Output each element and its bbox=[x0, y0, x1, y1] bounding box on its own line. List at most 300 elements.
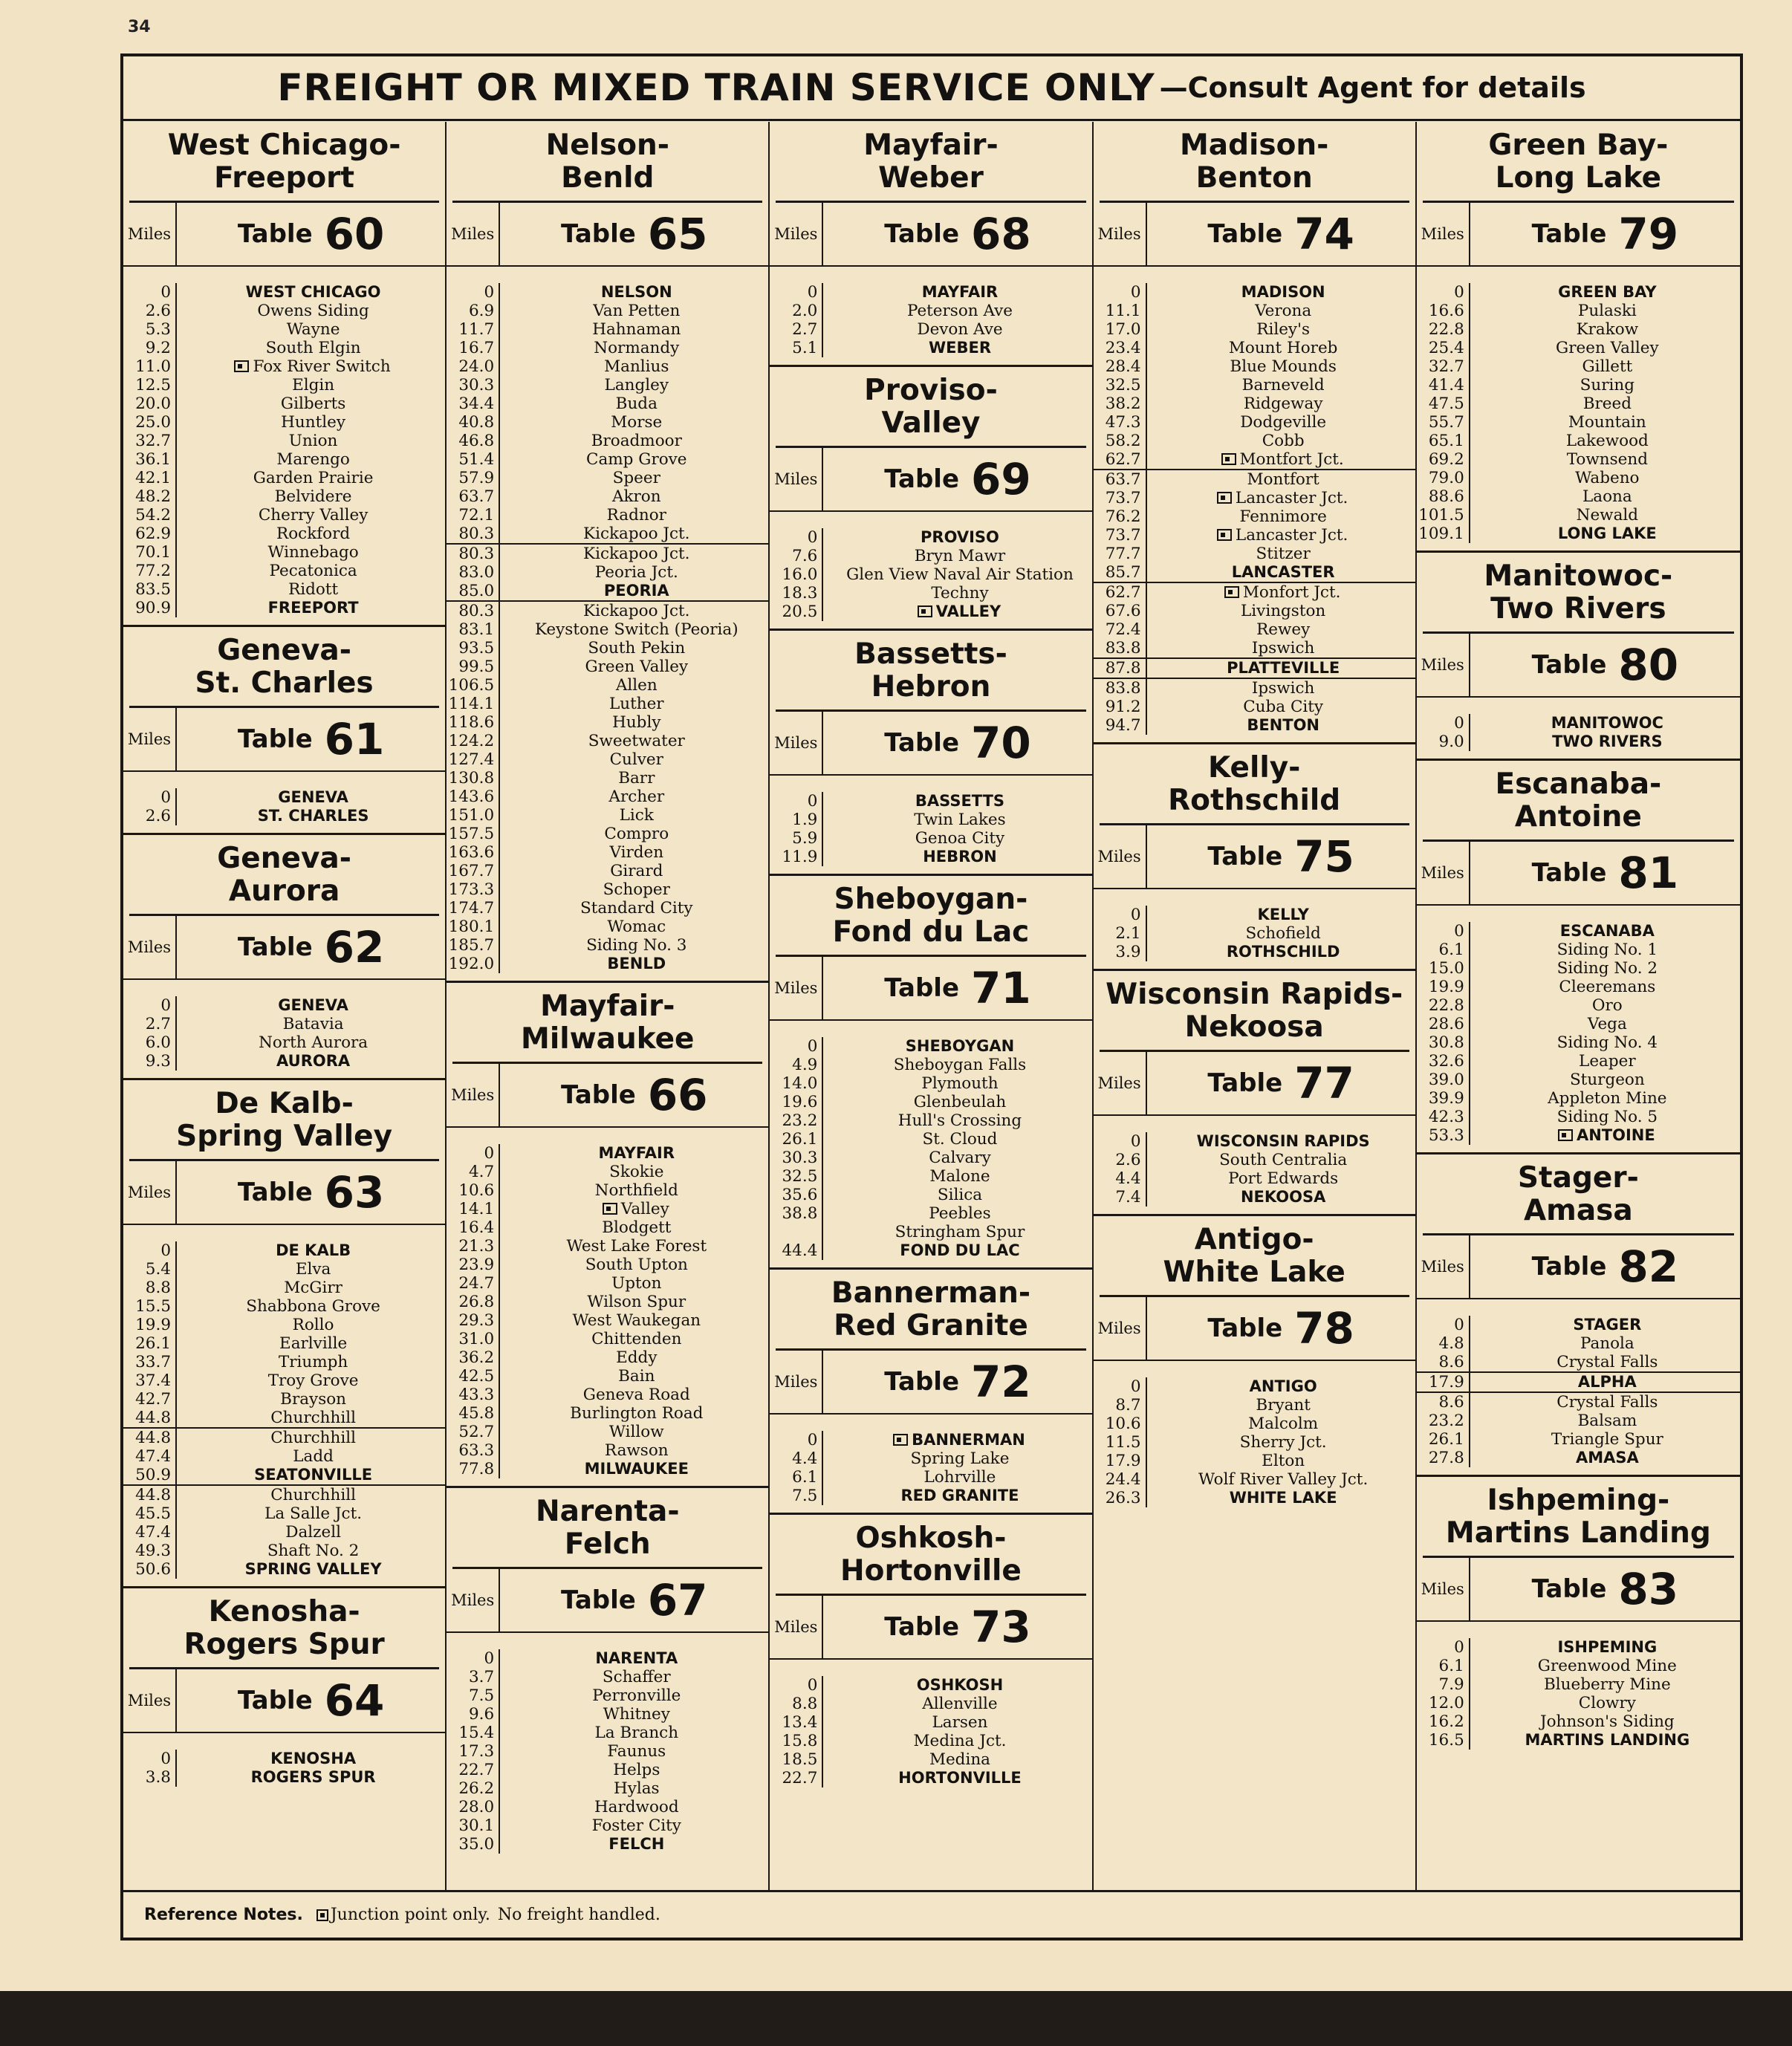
station-row bbox=[1094, 620, 1415, 639]
station-name-wrap bbox=[580, 602, 692, 620]
station-name-cell bbox=[1470, 959, 1740, 978]
table-word: Table bbox=[237, 724, 313, 754]
station-name: Morse bbox=[611, 413, 663, 432]
station-name-cell bbox=[823, 1431, 1091, 1449]
station-name: Gillett bbox=[1582, 357, 1633, 376]
station-miles: 0 bbox=[447, 283, 500, 302]
route-block-table-62 bbox=[123, 835, 445, 1080]
route-title-line: Oshkosh- bbox=[855, 1521, 1007, 1555]
station-name: La Branch bbox=[594, 1724, 679, 1742]
station-name-cell bbox=[500, 469, 768, 487]
station-name-wrap bbox=[1567, 1071, 1648, 1089]
station-name: Oro bbox=[1591, 996, 1623, 1015]
station-name-wrap bbox=[609, 713, 663, 732]
station-miles: 18.5 bbox=[770, 1750, 823, 1769]
terminal-station-name: RED GRANITE bbox=[900, 1487, 1019, 1504]
station-name-cell bbox=[500, 1761, 768, 1779]
terminal-station-name: GREEN BAY bbox=[1558, 283, 1657, 301]
route-block-table-65 bbox=[447, 122, 768, 983]
station-name: Girard bbox=[610, 862, 663, 880]
station-miles: 15.0 bbox=[1417, 959, 1470, 978]
station-row bbox=[1417, 1712, 1740, 1731]
station-row bbox=[1094, 1452, 1415, 1470]
route-title bbox=[1423, 1477, 1734, 1558]
table-header bbox=[1417, 1558, 1740, 1622]
table-word: Table bbox=[237, 1686, 313, 1715]
station-name-cell bbox=[500, 1686, 768, 1705]
station-miles: 26.8 bbox=[447, 1293, 500, 1311]
station-row bbox=[1417, 1071, 1740, 1089]
station-name: Panola bbox=[1580, 1334, 1634, 1353]
route-block-table-75 bbox=[1094, 744, 1415, 971]
station-row bbox=[123, 413, 445, 432]
route-title-line: Long Lake bbox=[1495, 161, 1662, 195]
station-name-cell bbox=[1470, 339, 1740, 357]
station-row bbox=[1417, 1334, 1740, 1353]
terminal-station-name: NEKOOSA bbox=[1240, 1188, 1326, 1206]
station-name: Siding No. 1 bbox=[1556, 941, 1658, 959]
station-name-wrap bbox=[926, 1204, 993, 1223]
station-name: Skokie bbox=[609, 1163, 664, 1181]
station-name-wrap bbox=[928, 584, 991, 603]
station-row bbox=[447, 1835, 768, 1854]
station-row bbox=[1417, 1731, 1740, 1750]
miles-header: Miles bbox=[770, 203, 823, 265]
station-name-wrap bbox=[265, 599, 362, 617]
station-row bbox=[447, 1218, 768, 1237]
station-name-wrap bbox=[1576, 1052, 1639, 1071]
station-row bbox=[123, 1768, 445, 1787]
station-name-cell bbox=[1470, 1108, 1740, 1126]
station-name-cell bbox=[1470, 376, 1740, 394]
table-word: Table bbox=[884, 1367, 960, 1397]
station-row bbox=[123, 339, 445, 357]
station-miles: 7.5 bbox=[447, 1686, 500, 1705]
station-name-cell bbox=[1470, 1412, 1740, 1430]
station-miles: 106.5 bbox=[447, 676, 500, 695]
terminal-station-name: AMASA bbox=[1575, 1449, 1639, 1467]
station-row bbox=[123, 543, 445, 562]
route-title-line: Manitowoc- bbox=[1484, 559, 1673, 593]
station-row bbox=[1417, 339, 1740, 357]
route-title-line: Weber bbox=[878, 161, 984, 195]
station-name-cell bbox=[500, 1460, 768, 1478]
station-row bbox=[770, 584, 1091, 603]
station-row bbox=[123, 1447, 445, 1466]
station-name-wrap bbox=[1575, 302, 1640, 320]
terminal-station-name: LANCASTER bbox=[1231, 563, 1335, 581]
station-miles: 23.2 bbox=[1417, 1412, 1470, 1430]
route-title-line: Green Bay- bbox=[1488, 129, 1669, 162]
station-row bbox=[447, 918, 768, 936]
station-row bbox=[1094, 1151, 1415, 1169]
station-name-wrap bbox=[1576, 1694, 1639, 1712]
terminal-station-name: FREEPORT bbox=[267, 599, 359, 617]
station-miles: 0 bbox=[123, 1241, 177, 1260]
table-label bbox=[823, 957, 1091, 1019]
station-name-cell bbox=[177, 432, 445, 450]
route-block-table-64 bbox=[123, 1588, 445, 1794]
station-miles: 17.0 bbox=[1094, 320, 1147, 339]
station-row bbox=[447, 1686, 768, 1705]
station-miles: 14.0 bbox=[770, 1074, 823, 1093]
terminal-station-name: PLATTEVILLE bbox=[1227, 659, 1340, 677]
terminal-station-name: DE KALB bbox=[276, 1241, 351, 1259]
station-name-wrap bbox=[1574, 1412, 1640, 1430]
table-word: Table bbox=[1531, 1574, 1607, 1604]
station-name: Standard City bbox=[580, 899, 693, 918]
station-row bbox=[123, 1279, 445, 1297]
station-miles: 0 bbox=[123, 283, 177, 302]
station-name-wrap bbox=[591, 339, 682, 357]
station-name-cell bbox=[1147, 1396, 1415, 1415]
station-name: Krakow bbox=[1576, 320, 1639, 339]
station-name: Batavia bbox=[282, 1015, 344, 1033]
station-name: South Pekin bbox=[588, 639, 686, 657]
station-name-cell bbox=[500, 1274, 768, 1293]
station-row bbox=[1094, 545, 1415, 563]
terminal-station-name: FOND DU LAC bbox=[900, 1241, 1020, 1259]
station-miles: 79.0 bbox=[1417, 469, 1470, 487]
table-number: 60 bbox=[324, 209, 385, 259]
junction-point-icon bbox=[316, 1909, 328, 1921]
junction-note: Junction point only. bbox=[330, 1906, 490, 1924]
station-name: Huntley bbox=[281, 413, 346, 432]
station-name-cell bbox=[823, 565, 1091, 584]
station-miles: 49.3 bbox=[123, 1542, 177, 1560]
station-name-cell bbox=[1147, 943, 1415, 961]
station-name-wrap bbox=[266, 562, 360, 580]
timetable-column bbox=[770, 122, 1093, 1890]
station-name-cell bbox=[500, 936, 768, 955]
station-name: Pecatonica bbox=[269, 562, 357, 580]
station-row bbox=[1417, 996, 1740, 1015]
station-miles: 35.0 bbox=[447, 1835, 500, 1854]
route-title-line: Mayfair- bbox=[863, 129, 999, 162]
table-word: Table bbox=[884, 728, 960, 758]
station-miles: 39.9 bbox=[1417, 1089, 1470, 1108]
station-name: Rollo bbox=[292, 1316, 334, 1334]
station-miles: 130.8 bbox=[447, 769, 500, 787]
station-name-cell bbox=[823, 1676, 1091, 1695]
station-name-cell bbox=[1470, 1015, 1740, 1033]
route-title bbox=[776, 1270, 1085, 1351]
table-word: Table bbox=[884, 1612, 960, 1642]
station-row bbox=[1094, 507, 1415, 526]
miles-header: Miles bbox=[770, 1351, 823, 1413]
terminal-station-name: ESCANABA bbox=[1559, 922, 1655, 940]
station-row bbox=[123, 996, 445, 1015]
station-name-wrap bbox=[601, 825, 672, 843]
station-name-wrap bbox=[273, 1241, 354, 1260]
terminal-station-name: BENTON bbox=[1247, 716, 1319, 734]
station-miles: 0 bbox=[123, 788, 177, 807]
station-name-cell bbox=[500, 394, 768, 413]
station-name: Allen bbox=[615, 676, 658, 695]
station-miles: 26.2 bbox=[447, 1779, 500, 1798]
station-miles: 0 bbox=[770, 1676, 823, 1695]
station-row bbox=[447, 302, 768, 320]
station-miles: 23.4 bbox=[1094, 339, 1147, 357]
station-name-cell bbox=[1147, 339, 1415, 357]
station-row bbox=[447, 676, 768, 695]
station-name-wrap bbox=[908, 1449, 1013, 1468]
station-name-wrap bbox=[1553, 339, 1662, 357]
station-name-wrap bbox=[596, 1144, 678, 1163]
station-row bbox=[1417, 1449, 1740, 1467]
station-miles: 6.9 bbox=[447, 302, 500, 320]
station-name-cell bbox=[1147, 1415, 1415, 1433]
station-name-cell bbox=[500, 1330, 768, 1348]
timetable-column bbox=[1094, 122, 1417, 1890]
station-name: Earlville bbox=[279, 1334, 348, 1353]
station-name-wrap bbox=[615, 769, 658, 787]
route-title-line: Bannerman- bbox=[831, 1276, 1031, 1310]
station-row bbox=[770, 811, 1091, 829]
station-miles: 47.4 bbox=[123, 1523, 177, 1542]
station-miles: 72.4 bbox=[1094, 620, 1147, 639]
table-word: Table bbox=[561, 1585, 636, 1615]
station-name-cell bbox=[823, 1449, 1091, 1468]
table-number: 77 bbox=[1294, 1058, 1354, 1108]
station-row bbox=[123, 1750, 445, 1768]
station-name-wrap bbox=[610, 469, 663, 487]
station-name: Virden bbox=[609, 843, 664, 862]
station-name: Upton bbox=[611, 1274, 662, 1293]
station-name-cell bbox=[1470, 996, 1740, 1015]
station-miles: 69.2 bbox=[1417, 450, 1470, 469]
station-row bbox=[1094, 283, 1415, 302]
station-name-cell bbox=[500, 918, 768, 936]
station-name: Radnor bbox=[606, 506, 666, 525]
station-row bbox=[447, 563, 768, 582]
station-miles: 11.9 bbox=[770, 848, 823, 866]
terminal-station-name: GENEVA bbox=[278, 996, 348, 1014]
station-row bbox=[1094, 376, 1415, 394]
reference-notes-label: Reference Notes. bbox=[144, 1906, 303, 1924]
station-name-wrap bbox=[1223, 583, 1344, 602]
station-row bbox=[1417, 1657, 1740, 1675]
station-miles: 127.4 bbox=[447, 750, 500, 769]
page-title-main: FREIGHT OR MIXED TRAIN SERVICE ONLY bbox=[277, 66, 1155, 109]
station-name-cell bbox=[177, 1560, 445, 1579]
station-name-wrap bbox=[1564, 450, 1651, 469]
station-name: Montfort bbox=[1247, 470, 1319, 489]
station-miles: 15.4 bbox=[447, 1724, 500, 1742]
station-row bbox=[1094, 602, 1415, 620]
station-name: Allenville bbox=[922, 1695, 998, 1713]
station-row bbox=[1417, 1052, 1740, 1071]
station-name-wrap bbox=[599, 1218, 674, 1237]
route-block-table-61 bbox=[123, 627, 445, 835]
station-name-wrap bbox=[289, 376, 337, 394]
station-name-wrap bbox=[285, 580, 341, 599]
station-row bbox=[447, 1423, 768, 1441]
station-name-cell bbox=[823, 283, 1091, 302]
route-title-line: Mayfair- bbox=[540, 990, 675, 1023]
table-label bbox=[177, 916, 445, 978]
station-row bbox=[123, 788, 445, 807]
station-miles: 0 bbox=[770, 1037, 823, 1056]
station-miles: 8.8 bbox=[123, 1279, 177, 1297]
station-name-cell bbox=[500, 1200, 768, 1218]
table-label bbox=[177, 1161, 445, 1224]
station-name: Ipswich bbox=[1251, 679, 1315, 698]
table-number: 79 bbox=[1618, 209, 1679, 259]
junction-point-icon bbox=[1217, 529, 1232, 541]
station-name: Verona bbox=[1255, 302, 1312, 320]
station-name: Ladd bbox=[293, 1447, 334, 1466]
station-row bbox=[1094, 1470, 1415, 1489]
page-bottom-edge bbox=[0, 1991, 1792, 2046]
station-row bbox=[770, 302, 1091, 320]
station-miles: 0 bbox=[1094, 1377, 1147, 1396]
station-row bbox=[1094, 1132, 1415, 1151]
station-miles: 11.1 bbox=[1094, 302, 1147, 320]
station-name: Kickapoo Jct. bbox=[583, 602, 690, 620]
station-name-cell bbox=[823, 1149, 1091, 1167]
station-name: Triangle Spur bbox=[1551, 1430, 1663, 1449]
station-miles: 174.7 bbox=[447, 899, 500, 918]
station-row bbox=[1094, 678, 1415, 698]
station-row bbox=[770, 1732, 1091, 1750]
terminal-station-name: PEORIA bbox=[603, 582, 669, 600]
station-name-cell bbox=[1147, 470, 1415, 489]
station-name-wrap bbox=[1238, 602, 1328, 620]
station-name: Schoper bbox=[603, 880, 670, 899]
station-name: Newald bbox=[1576, 506, 1639, 525]
station-name: Keystone Switch (Peoria) bbox=[534, 620, 738, 639]
station-name: Sweetwater bbox=[588, 732, 685, 750]
station-name-wrap bbox=[606, 843, 666, 862]
station-name-cell bbox=[823, 339, 1091, 357]
station-name: Marengo bbox=[276, 450, 350, 469]
route-block-table-69 bbox=[770, 367, 1091, 631]
station-name-wrap bbox=[1237, 1433, 1330, 1452]
station-name-cell bbox=[1147, 924, 1415, 943]
station-name: Cuba City bbox=[1243, 698, 1324, 716]
terminal-station-name: MANITOWOC bbox=[1551, 714, 1663, 732]
station-miles: 3.8 bbox=[123, 1768, 177, 1787]
station-row bbox=[1417, 432, 1740, 450]
station-miles: 16.6 bbox=[1417, 302, 1470, 320]
station-name-wrap bbox=[592, 1181, 681, 1200]
station-name-wrap bbox=[600, 1668, 674, 1686]
station-miles: 5.4 bbox=[123, 1260, 177, 1279]
route-title bbox=[129, 627, 439, 708]
station-name-wrap bbox=[1535, 1657, 1680, 1675]
station-list bbox=[770, 1660, 1091, 1787]
table-header bbox=[1417, 842, 1740, 906]
station-miles: 22.8 bbox=[1417, 996, 1470, 1015]
station-name-cell bbox=[1147, 716, 1415, 735]
station-name: Medina bbox=[929, 1750, 990, 1769]
station-name-wrap bbox=[608, 1274, 664, 1293]
station-name-wrap bbox=[611, 1779, 663, 1798]
page-number: 34 bbox=[128, 18, 151, 36]
station-name-cell bbox=[1147, 1132, 1415, 1151]
station-miles: 16.7 bbox=[447, 339, 500, 357]
station-name-wrap bbox=[275, 788, 351, 807]
station-name: Riley's bbox=[1256, 320, 1311, 339]
station-name: Rockford bbox=[276, 525, 351, 543]
station-miles: 26.1 bbox=[123, 1334, 177, 1353]
station-name-cell bbox=[500, 339, 768, 357]
station-name-cell bbox=[500, 1423, 768, 1441]
terminal-station-name: MILWAUKEE bbox=[584, 1460, 689, 1478]
station-name-cell bbox=[500, 1724, 768, 1742]
table-number: 81 bbox=[1618, 848, 1679, 898]
route-title bbox=[776, 122, 1085, 203]
route-block-table-82 bbox=[1417, 1154, 1740, 1477]
station-name: Hardwood bbox=[594, 1798, 679, 1816]
route-title bbox=[776, 1515, 1085, 1596]
station-miles: 73.7 bbox=[1094, 489, 1147, 507]
station-miles: 29.3 bbox=[447, 1311, 500, 1330]
station-name-cell bbox=[1147, 302, 1415, 320]
station-name: Elton bbox=[1262, 1452, 1305, 1470]
route-title-line: Kelly- bbox=[1207, 751, 1301, 785]
station-name-cell bbox=[823, 1223, 1091, 1241]
station-row bbox=[1417, 525, 1740, 543]
station-name: Elgin bbox=[292, 376, 335, 394]
station-row bbox=[447, 787, 768, 806]
station-name-wrap bbox=[284, 320, 343, 339]
table-header bbox=[770, 1596, 1091, 1660]
station-miles: 28.0 bbox=[447, 1798, 500, 1816]
station-name: Schofield bbox=[1245, 924, 1321, 943]
table-number: 69 bbox=[971, 454, 1031, 504]
station-row bbox=[1417, 1638, 1740, 1657]
route-title-line: Kenosha- bbox=[208, 1595, 360, 1628]
route-block-table-68 bbox=[770, 122, 1091, 367]
station-name-wrap bbox=[1227, 1489, 1340, 1507]
station-name: Akron bbox=[611, 487, 661, 506]
station-miles: 93.5 bbox=[447, 639, 500, 657]
station-row bbox=[1094, 526, 1415, 545]
station-list bbox=[1094, 1361, 1415, 1507]
route-title bbox=[776, 631, 1085, 712]
route-block-table-66 bbox=[447, 983, 768, 1488]
station-name: Glenbeulah bbox=[913, 1093, 1007, 1111]
table-word: Table bbox=[1531, 1252, 1607, 1282]
station-name-cell bbox=[1470, 450, 1740, 469]
station-name: Kickapoo Jct. bbox=[583, 545, 690, 563]
station-name-wrap bbox=[897, 1487, 1022, 1505]
station-name-cell bbox=[1470, 1071, 1740, 1089]
station-name-cell bbox=[500, 302, 768, 320]
table-header bbox=[1094, 1297, 1415, 1361]
station-row bbox=[770, 283, 1091, 302]
station-miles: 36.2 bbox=[447, 1348, 500, 1367]
table-word: Table bbox=[1207, 1068, 1283, 1098]
station-list bbox=[770, 776, 1091, 866]
station-name-wrap bbox=[583, 936, 689, 955]
station-name-cell bbox=[1470, 733, 1740, 751]
station-name: Wayne bbox=[286, 320, 340, 339]
station-row bbox=[123, 525, 445, 543]
station-name-cell bbox=[1470, 1449, 1740, 1467]
station-name-cell bbox=[177, 413, 445, 432]
station-row bbox=[770, 1111, 1091, 1130]
station-row bbox=[123, 357, 445, 376]
station-miles: 24.4 bbox=[1094, 1470, 1147, 1489]
station-row bbox=[447, 1816, 768, 1835]
station-name-wrap bbox=[1554, 959, 1660, 978]
station-name-wrap bbox=[272, 487, 355, 506]
station-miles: 3.7 bbox=[447, 1668, 500, 1686]
station-name: Burlington Road bbox=[570, 1404, 704, 1423]
